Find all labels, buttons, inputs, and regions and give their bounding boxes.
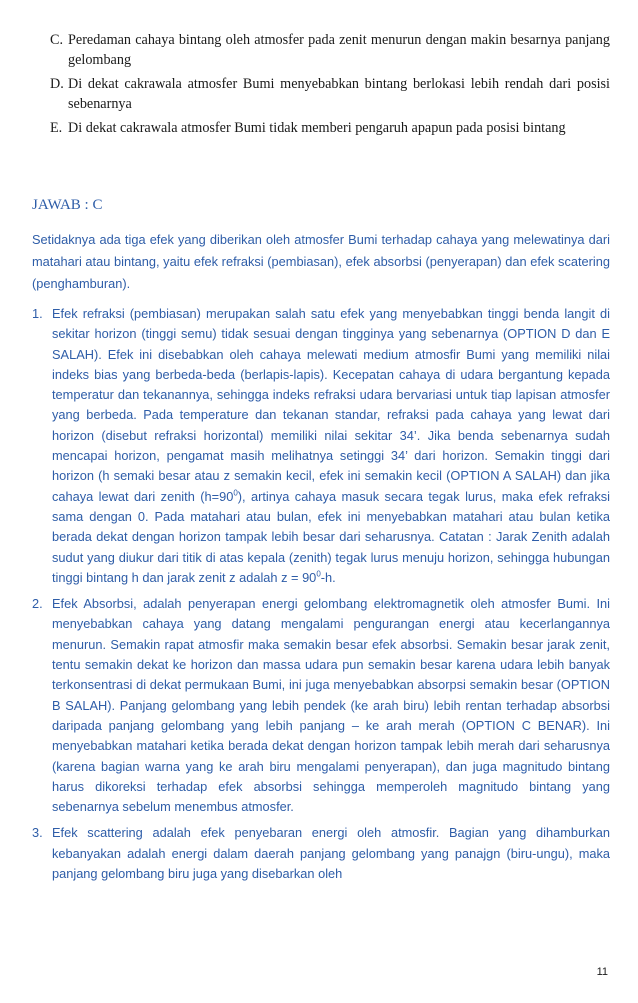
option-d	[50, 74, 610, 114]
text-segment: Efek refraksi (pembiasan) merupakan salah satu efek yang menyebabkan tinggi benda langit di sekitar horizon (tinggi semu) tidak sesuai dengan tingginya yang sebenarnya (OPTION D dan E SALAH). Efek ini disebabkan oleh cahaya melewati medium atmosfir Bumi yang memiliki nilai indeks bias yang berbeda-beda (berlapis-lapis). Kecepatan cahaya di udara bergantung kepada temperatur dan tekanannya, sehingga indeks refraksi udara bervariasi untuk tiap lapisan atmosfer yang berbeda. Pada temperature dan tekanan standar, refraksi pada cahaya yang lewat dari horizon (disebut refraksi horizontal) memiliki nilai sekitar 34’. Jika benda sebenarnya sudah mencapai horizon, pengamat masih melihatnya setinggi 34’ dari horizon. Semakin tinggi dari horizon (h semaki besar atau z semakin kecil, efek ini semakin kecil (OPTION A SALAH) dan jika cahaya lewat dari zenith (h=90	[52, 306, 610, 504]
option-letter: C.	[50, 32, 64, 48]
explanation-list	[32, 304, 610, 890]
answer-options	[50, 30, 610, 142]
page-number: 11	[596, 966, 608, 978]
option-e	[50, 118, 610, 138]
list-item	[32, 594, 610, 817]
text-segment: -h.	[320, 569, 336, 585]
list-item-text: Efek Absorbsi, adalah penyerapan energi gelombang elektromagnetik oleh atmosfer Bumi. Ini menyebabkan cahaya yang datang mengalami pengurangan energi atau kecerlangannya menurun. Semakin rapat atmosfir maka semakin besar efek absorbsi. Semakin besar jarak zenit, tentu semakin dekat ke horizon dan massa udara pun semakin besar karena udara lebih banyak terkonsentrasi di dekat permukaan Bumi, ini juga menyebabkan absorpsi semakin besar (OPTION B SALAH). Panjang gelombang yang lebih pendek (ke arah biru) lebih rentan terhadap absorbsi daripada panjang gelombang yang lebih panjang – ke arah merah (OPTION C BENAR). Ini menyebabkan matahari ketika berada dekat dengan horizon tampak lebih merah dari seharusnya (karena bagian warna yang ke arah biru mengalami penyerapan), dan juga magnitudo bintang harus dikoreksi terhadap efek absorbsi sehingga memperoleh magnitudo bintang yang sebenarnya sebelum menembus atmosfer.	[52, 596, 610, 815]
list-item	[32, 304, 610, 588]
option-letter: E.	[50, 120, 63, 136]
answer-heading: JAWAB : C	[32, 197, 103, 213]
option-c	[50, 30, 610, 70]
list-item-text: Efek scattering adalah efek penyebaran energi oleh atmosfir. Bagian yang dihamburkan kebanyakan adalah energi dalam daerah panjang gelombang yang panajgn (biru-ungu), maka panjang gelombang biru juga yang disebarkan oleh	[52, 825, 610, 882]
list-item-text	[52, 304, 610, 588]
superscript: 0	[233, 488, 238, 498]
list-number: 3.	[32, 825, 43, 841]
option-text: Di dekat cakrawala atmosfer Bumi tidak memberi pengaruh apapun pada posisi bintang	[68, 120, 566, 136]
intro-paragraph: Setidaknya ada tiga efek yang diberikan oleh atmosfer Bumi terhadap cahaya yang melewatinya dari matahari atau bintang, yaitu efek refraksi (pembiasan), efek absorbsi (penyerapan) dan efek scatering (penghamburan).	[32, 232, 610, 291]
list-item	[32, 823, 610, 884]
option-letter: D.	[50, 76, 64, 92]
option-text: Peredaman cahaya bintang oleh atmosfer pada zenit menurun dengan makin besarnya panjang gelombang	[68, 32, 610, 68]
superscript: 0	[316, 569, 321, 579]
list-number: 1.	[32, 306, 43, 321]
text-segment: ), artinya cahaya masuk secara tegak lurus, maka efek refraksi sama dengan 0. Pada matahari atau bulan, efek ini menyebabkan matahari atau bulan ketika berada dekat dengan horizon tampak lebih besar dari seharusnya. Catatan : Jarak Zenith adalah sudut yang diukur dari titik di atas kepala (zenith) tegak lurus menuju horizon, sehingga hubungan tinggi bintang h dan jarak zenit z adalah z = 90	[52, 488, 610, 585]
list-number: 2.	[32, 596, 43, 612]
option-text: Di dekat cakrawala atmosfer Bumi menyebabkan bintang berlokasi lebih rendah dari posisi sebenarnya	[68, 76, 610, 112]
